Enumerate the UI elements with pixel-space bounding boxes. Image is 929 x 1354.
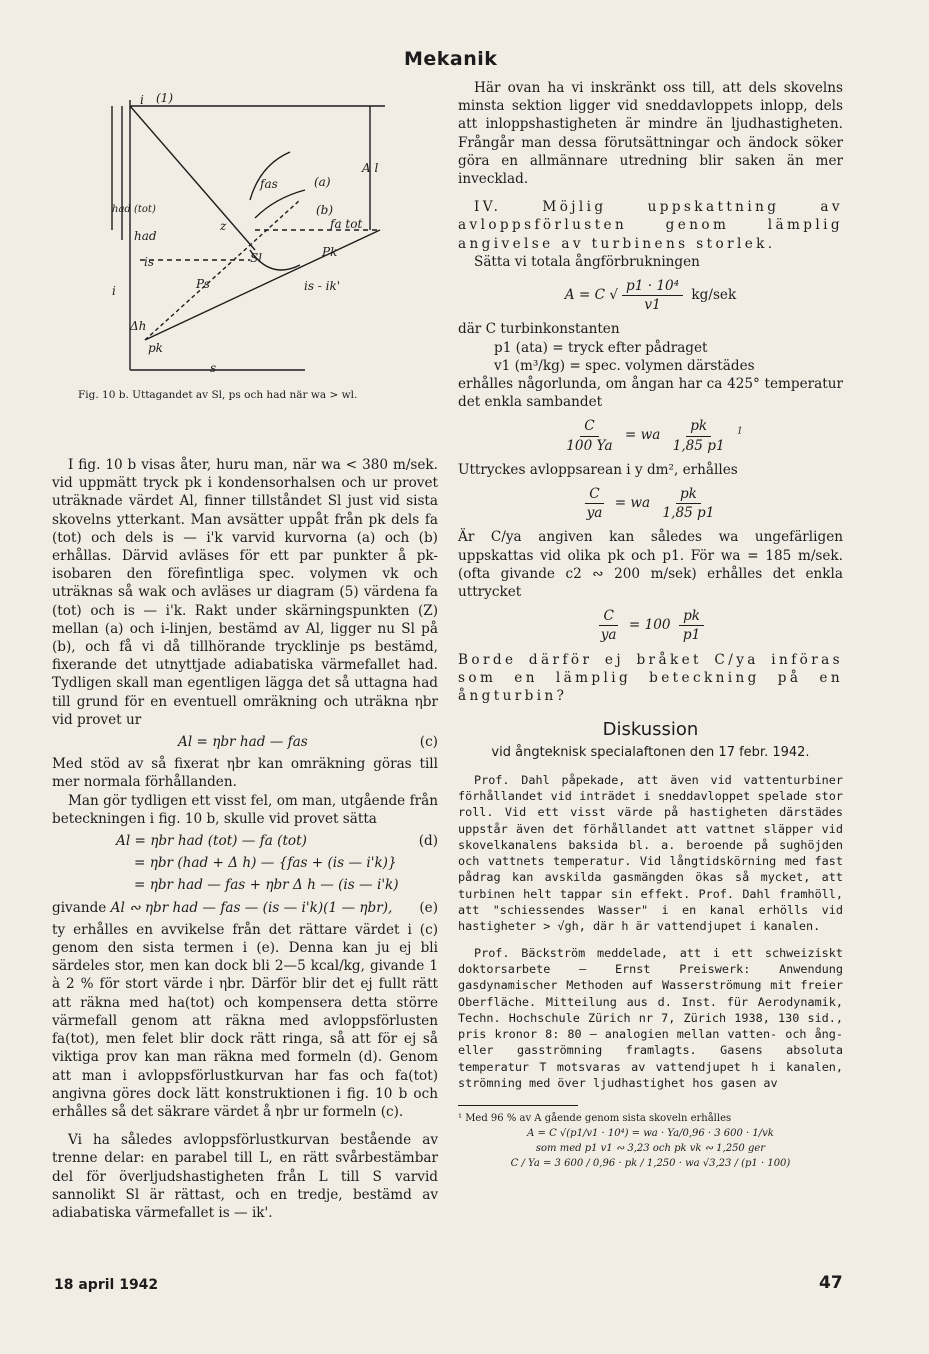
fig-label-had: had xyxy=(134,229,157,243)
eq1-lhs: A = C xyxy=(564,287,606,304)
footnote-eq-2: som med p1 v1 ∾ 3,23 och pk vk ∾ 1,250 ger xyxy=(535,1143,766,1155)
footnote-eq-3: C / Ya = 3 600 / 0,96 · pk / 1,250 · wa √3,23 / (p1 · 100) xyxy=(510,1158,791,1170)
fig-label-one: (1) xyxy=(156,91,173,105)
definition-p1: p1 (ata) = tryck efter pådraget xyxy=(494,339,708,356)
fig-label-ps: Ps xyxy=(196,277,210,291)
eq1-denominator: v1 xyxy=(644,297,661,314)
figure-10b xyxy=(100,90,400,380)
section-title: Mekanik xyxy=(404,48,498,70)
fig-label-i-axis: i xyxy=(112,284,116,298)
eq2-middle: = wa xyxy=(624,427,661,444)
fig-label-pk: Pk xyxy=(322,245,338,259)
equation-4 xyxy=(458,607,843,644)
eq-e-prefix: givande xyxy=(52,899,107,916)
discussion-body xyxy=(458,772,843,1092)
curve-a xyxy=(250,152,290,200)
eq3-middle: = wa xyxy=(614,495,651,512)
right-column xyxy=(458,79,843,1172)
eq3-right-den: 1,85 p1 xyxy=(662,505,715,522)
footnote-divider xyxy=(458,1105,578,1106)
equation-d1 xyxy=(52,832,438,850)
page-number: 47 xyxy=(819,1273,843,1293)
eq2-left-num: C xyxy=(580,417,598,436)
fig-label-z: z xyxy=(220,219,227,233)
discussion-subtitle: vid ångteknisk specialaftonen den 17 febr. 1942. xyxy=(491,744,810,760)
discussion-paragraph-1: Prof. Dahl påpekade, att även vid vattenturbiner förhållandet vid inträdet i sneddavloppet spelade stor roll. Vid ett visst värde på hastigheten därstädes uppstår även det förhållandet att vattnet släpper vid skovelkanalens baksida bl. a. beroende på sughöjden och vattnets temperatur. Vid långtidskörning med fast pådrag kan avskilda gasmängden ökas så mycket, att turbinen helt tappar sin effekt. Prof. Dahl framhöll, att "schiessendes Wasser" i en kanal erhölls vid hastigheter > √gh, där h är vattendjupet i kanalen. xyxy=(458,772,843,934)
fig-label-sl: Sl xyxy=(250,251,263,265)
eq-c-number: (c) xyxy=(419,734,438,751)
eq-e-number: (e) xyxy=(419,899,438,916)
fig-label-had-tot: had (tot) xyxy=(112,204,156,215)
fig-label-fas: fas xyxy=(260,177,278,191)
eq4-left-num: C xyxy=(599,607,617,626)
right-paragraph-4: Uttryckes avloppsarean i y dm², erhålles xyxy=(458,461,738,478)
section-iv-heading: IV. Möjlig uppskattning av avloppsförlusten genom lämplig angivelse av turbinens storlek. xyxy=(458,199,843,252)
equation-e xyxy=(52,899,438,917)
fig-label-i-top: i xyxy=(140,93,144,107)
fig-label-fa-tot: fa tot xyxy=(330,217,363,231)
fig-label-pk-bottom: pk xyxy=(148,341,163,355)
left-paragraph-3: Man gör tydligen ett visst fel, om man, utgående från beteckningen i fig. 10 b, skulle vid provet sätta xyxy=(52,792,438,827)
eq2-left-den: 100 Ya xyxy=(566,437,613,454)
right-paragraph-5: Är C/ya angiven kan således wa ungefärligen uppskattas vid olika pk och p1. För wa = 185 m/sek. (ofta givande c2 ∾ 200 m/sek) erhålles det enkla uttrycket xyxy=(458,529,843,601)
fig-label-is-ik: is - ik' xyxy=(304,279,341,293)
fig-label-is: is xyxy=(144,255,154,269)
equation-c xyxy=(52,733,438,751)
eq1-unit: kg/sek xyxy=(691,287,737,304)
eq-d1-expr: Al = ηbr had (tot) — fa (tot) xyxy=(116,833,307,850)
definition-c: där C turbinkonstanten xyxy=(458,321,620,338)
left-paragraph-4: ty erhålles en avvikelse från det rättare värdet i (c) genom den sista termen i (e). Denna kan ju ej bli särdeles stor, men kan dock bli 2—5 kcal/kg, givande 1 à 2 % för stort värde i ηbr. Därför blir det ej fullt rätt att räkna med ha(tot) och kompensera detta större värmefall genom att räkna med avloppsförlusten fa(tot), men felet blir dock rätt ringa, så att för ej så viktiga prov kan man räkna med formeln (d). Genom att man i avloppsförlustkurvan har fas och fa(tot) angivna göres dock lätt konstruktionen i fig. 10 b och erhålles så det säkrare värdet å ηbr ur formeln (c). xyxy=(52,921,438,1120)
left-paragraph-5: Vi ha således avloppsförlustkurvan bestående av trenne delar: en parabel till L, en rätt svårbestämbar del för överljudshastigheten från L till S varvid sannolikt Sl är rättast, och en tredje, bestämd av adiabatiska värmefallet is — ik'. xyxy=(52,1132,438,1221)
fig-label-b: (b) xyxy=(316,203,334,217)
eq-d2-expr: = ηbr (had + Δ h) — {fas + (is — i'k)} xyxy=(134,855,397,872)
eq4-right-num: pk xyxy=(679,607,704,626)
left-column xyxy=(52,456,438,1222)
eq-d-number: (d) xyxy=(418,833,438,850)
eq-e-expr: Al ∾ ηbr had — fas — (is — i'k)(1 — ηbr), xyxy=(110,899,393,916)
eq3-right-num: pk xyxy=(676,485,701,504)
eq4-right-den: p1 xyxy=(682,627,701,644)
fig-label-al: A l xyxy=(362,161,379,175)
footnote-text: ¹ Med 96 % av A gående genom sista skoveln erhålles xyxy=(458,1113,732,1125)
eq4-left-den: ya xyxy=(600,627,617,644)
equation-3 xyxy=(458,485,843,522)
eq2-footnote-mark: 1 xyxy=(736,427,743,438)
definition-v1: v1 (m³/kg) = spec. volymen därstädes xyxy=(494,357,755,374)
right-paragraph-1: Här ovan ha vi inskränkt oss till, att dels skovelns minsta sektion ligger vid sneddavloppets inlopp, dels att inloppshastigheten är mindre än ljudhastigheten. Frångår man dessa förutsättningar och ändock söker göra en allmännare utredning blir saken än mer invecklad. xyxy=(458,80,843,188)
fig-label-s: s xyxy=(210,361,217,375)
curve-b xyxy=(255,190,305,218)
fig-label-dh: Δh xyxy=(130,319,147,333)
right-paragraph-2: Sätta vi totala ångförbrukningen xyxy=(474,253,700,270)
right-paragraph-6: Borde därför ej bråket C/ya införas som en lämplig beteckning på en ångturbin? xyxy=(458,651,843,705)
eq2-right-num: pk xyxy=(686,417,711,436)
figure-caption: Fig. 10 b. Uttagandet av Sl, ps och had när wa > wl. xyxy=(78,389,358,401)
equation-2 xyxy=(458,417,843,454)
eq4-middle: = 100 xyxy=(628,617,671,634)
left-paragraph-1: I fig. 10 b visas åter, huru man, när wa < 380 m/sek. vid uppmätt tryck pk i kondensorhalsen och ur provet uträknade värdet Al, finner tillståndet Sl just vid sista skovelns ytterkant. Man avsätter uppåt från pk dels fa (tot) och dels is — i'k varvid kurvorna (a) och (b) erhållas. Därvid avläses för ett par punkter å pk-isobaren den förefintliga spec. volymen vk och uträknas så wak och avläses ur diagram (5) värdena fa (tot) och is — i'k. Rakt under skärningspunkten (Z) mellan (a) och i-linjen, bestämd av Al, ligger nu Sl på (b), och få vi då tillhörande trycklinje ps bestämd, fixerande det utnyttjade adiabatiska värmefallet had. Tydligen skall man egentligen lägga det så uttagna had till grund för en eventuell omräkning och uträkna ηbr vid provet ur xyxy=(52,457,438,728)
eq3-left-num: C xyxy=(585,485,603,504)
equation-1: A = C √ $\frac{\text{p1 · 10⁴}}{v1}$ kg/sek xyxy=(564,278,737,314)
pk-line xyxy=(145,230,380,340)
left-paragraph-2: Med stöd av så fixerat ηbr kan omräkning göras till mer normala förhållanden. xyxy=(52,756,438,791)
footer-date: 18 april 1942 xyxy=(54,1277,159,1293)
eq3-left-den: ya xyxy=(586,505,603,522)
footnote-eq-1: A = C √(p1/v1 · 10⁴) = wa · Ya/0,96 · 3 600 · 1/vk xyxy=(527,1128,774,1140)
eq2-right-den: 1,85 p1 xyxy=(672,437,725,454)
eq-d3-expr: = ηbr had — fas + ηbr Δ h — (is — i'k) xyxy=(134,877,399,894)
fig-label-a: (a) xyxy=(314,175,331,189)
eq-c-expr: Al = ηbr had — fas xyxy=(178,734,308,751)
discussion-title: Diskussion xyxy=(602,719,699,741)
eq1-numerator: p1 · 10⁴ xyxy=(622,277,683,296)
footnote xyxy=(458,1112,843,1170)
equation-d2 xyxy=(52,854,438,872)
right-paragraph-3: erhålles någorlunda, om ångan har ca 425° temperatur det enkla sambandet xyxy=(458,376,843,411)
equation-d3 xyxy=(52,876,438,894)
discussion-paragraph-2: Prof. Bäckström meddelade, att i ett schweiziskt doktorsarbete — Ernst Preiswerk: Anwendung gasdynamischer Methoden auf Wasserströmung mit freier Oberfläche. Mitteilung aus d. Inst. für Aerodynamik, Techn. Hochschule Zürich nr 7, Zürich 1938, 130 sid., pris kronor 8: 80 — analogien mellan vatten- och ång- eller gasströmning framlagts. Gasens absoluta temperatur T motsvaras av vattendjupet h i kanalen, strömning med över ljudhastighet hos gasen av xyxy=(458,945,843,1091)
